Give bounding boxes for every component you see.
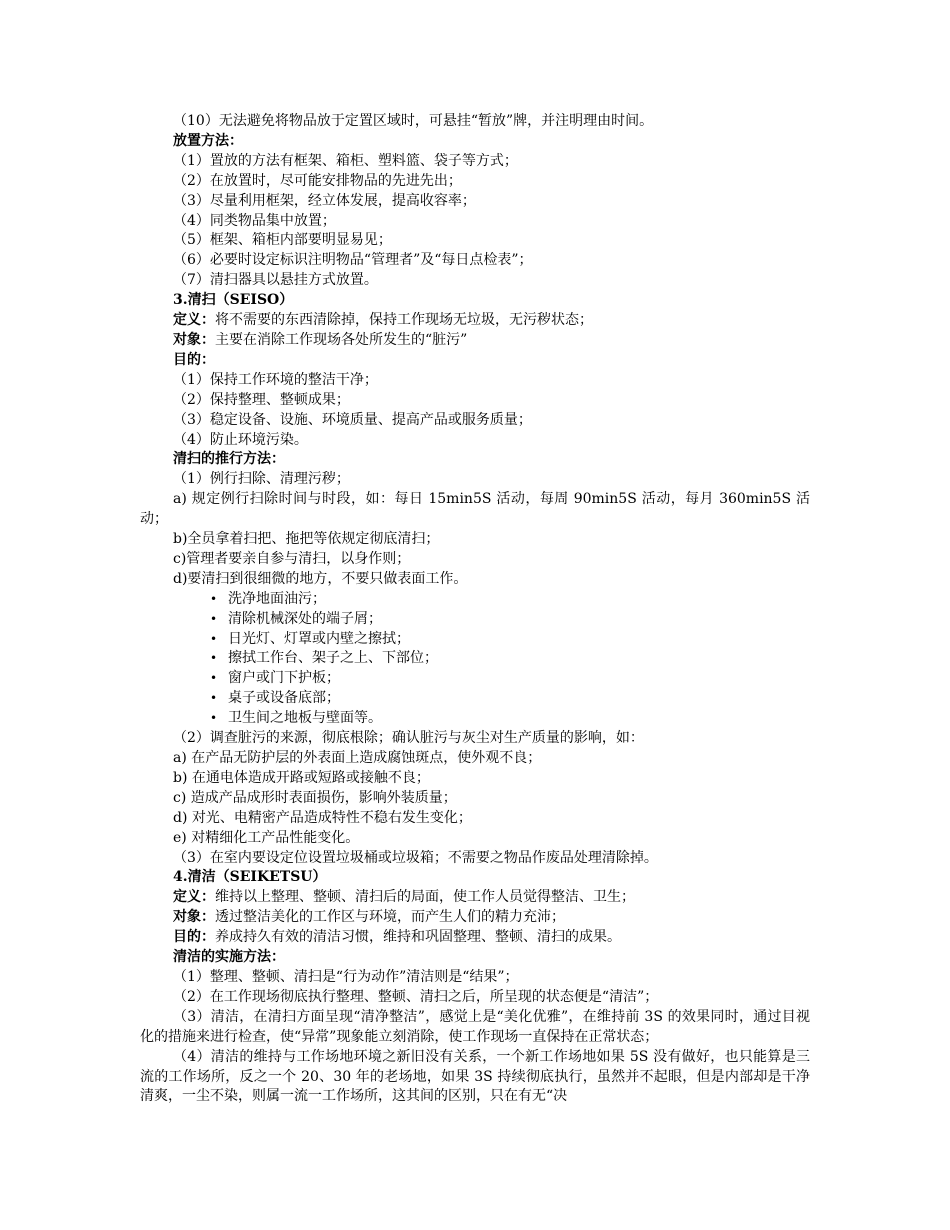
list-item: [210, 630, 810, 650]
s4-method-3: （3）清洁，在清扫方面呈现“清净整洁”，感觉上是“美化优雅”，在维持前 3S 的效果同时，通过目视化的措施来进行检查，使“异常”现象能立刻消除，使工作现场一直保持在正常状态；: [140, 1008, 810, 1045]
definition-text: 维持以上整理、整顿、清扫后的局面，使工作人员觉得整洁、卫生；: [215, 889, 635, 906]
placement-item: （6）必要时设定标识注明物品“管理者”及“每日点检表”；: [173, 252, 533, 269]
heading-placement-method: 放置方法：: [173, 132, 243, 149]
bullet-text: 窗户或门下护板；: [228, 670, 340, 687]
list-item: [210, 610, 810, 630]
s3-goal-item: （2）保持整理、整顿成果；: [173, 391, 350, 408]
s3-method-2-item: b) 在通电体造成开路或短路或接触不良；: [173, 769, 430, 786]
goal-text: 养成持久有效的清洁习惯，维持和巩固整理、整顿、清扫的成果。: [215, 929, 621, 946]
s3-method-1b: b)全员拿着扫把、拖把等依规定彻底清扫；: [173, 531, 440, 548]
document-body: [140, 112, 810, 1107]
placement-item: （4）同类物品集中放置；: [173, 212, 336, 229]
bullet-icon: •: [210, 631, 218, 646]
s4-goal: [140, 928, 810, 948]
bullet-text: 日光灯、灯罩或内壁之擦拭；: [228, 630, 410, 647]
s4-method-4: （4）清洁的维持与工作场地环境之新旧没有关系，一个新工作场地如果 5S 没有做好，也只能算是三流的工作场所，反之一个 20、30 年的老场地，如果 3S 持续彻底执行，虽然并不起眼，但是内部却是干净清爽，一尘不染，则属一流一工作场所，这其间的区别，只在有无“决: [140, 1048, 810, 1105]
definition-text: 将不需要的东西清除掉，保持工作现场无垃圾，无污秽状态；: [215, 312, 593, 329]
s3-method-1c: c)管理者要亲自参与清扫，以身作则；: [173, 550, 411, 567]
bullet-icon: •: [210, 671, 218, 686]
placement-item: （1）置放的方法有框架、箱柜、塑料篮、袋子等方式；: [173, 152, 518, 169]
s3-goal-item: （1）保持工作环境的整洁干净；: [173, 371, 378, 388]
s4-method-heading: 清洁的实施方法：: [173, 949, 285, 966]
s3-goal-item: （4）防止环境污染。: [173, 431, 308, 448]
s3-method-2-item: d) 对光、电精密产品造成特性不稳右发生变化；: [173, 809, 472, 826]
placement-item: （5）框架、箱柜内部要明显易见；: [173, 232, 392, 249]
placement-item: （2）在放置时，尽可能安排物品的先进先出；: [173, 172, 462, 189]
placement-item: （7）清扫器具以悬挂方式放置。: [173, 272, 378, 289]
section-4-title: 4.清洁（SEIKETSU）: [173, 869, 327, 886]
paragraph-item-10: （10）无法避免将物品放于定置区域时，可悬挂“暂放”牌，并注明理由时间。: [173, 113, 654, 129]
object-label: 对象：: [173, 331, 215, 348]
s3-method-2-item: c) 造成产品成形时表面损伤，影响外装质量；: [173, 789, 457, 806]
section-3-title: 3.清扫（SEISO）: [173, 292, 294, 309]
bullet-icon: •: [210, 651, 218, 666]
list-item: [210, 649, 810, 669]
list-item: [210, 669, 810, 689]
object-text: 透过整洁美化的工作区与环境，而产生人们的精力充沛；: [215, 909, 565, 926]
definition-label: 定义：: [173, 312, 215, 329]
s3-method-heading: 清扫的推行方法：: [173, 451, 285, 468]
s4-definition: [140, 888, 810, 908]
list-item: [210, 689, 810, 709]
s3-object: [140, 331, 810, 351]
list-item: [210, 709, 810, 729]
bullet-text: 卫生间之地板与壁面等。: [228, 710, 382, 727]
s3-definition: [140, 311, 810, 331]
object-label: 对象：: [173, 909, 215, 926]
s4-object: [140, 908, 810, 928]
s4-method-1: （1）整理、整顿、清扫是“行为动作”清洁则是“结果”；: [173, 968, 519, 985]
bullet-icon: •: [210, 611, 218, 626]
bullet-icon: •: [210, 711, 218, 726]
bullet-text: 清除机械深处的端子屑；: [228, 610, 382, 627]
bullet-text: 洗净地面油污；: [228, 590, 326, 607]
s3-goal-item: （3）稳定设备、设施、环境质量、提高产品或服务质量；: [173, 411, 532, 428]
s3-method-2: （2）调查脏污的来源，彻底根除；确认脏污与灰尘对生产质量的影响，如：: [173, 730, 644, 747]
s4-method-2: （2）在工作现场彻底执行整理、整顿、清扫之后，所呈现的状态便是“清洁”；: [173, 988, 659, 1005]
s3-bullet-list: [140, 590, 810, 729]
s3-method-2-item: e) 对精细化工产品性能变化。: [173, 829, 360, 846]
s3-method-1a: a) 规定例行扫除时间与时段，如：每日 15min5S 活动，每周 90min5S 活动，每月 360min5S 活动；: [140, 491, 810, 528]
s3-method-3: （3）在室内要设定位设置垃圾桶或垃圾箱；不需要之物品作废品处理清除掉。: [173, 849, 658, 866]
placement-item: （3）尽量利用框架，经立体发展，提高收容率；: [173, 192, 476, 209]
bullet-icon: •: [210, 691, 218, 706]
object-text: 主要在消除工作现场各处所发生的“脏污”: [215, 331, 468, 348]
bullet-icon: •: [210, 591, 218, 606]
bullet-text: 桌子或设备底部；: [228, 690, 340, 707]
s3-method-1d: d)要清扫到很细微的地方，不要只做表面工作。: [173, 570, 468, 587]
goal-label: 目的：: [173, 929, 215, 946]
s3-method-1: （1）例行扫除、清理污秽；: [173, 471, 350, 488]
definition-label: 定义：: [173, 889, 215, 906]
list-item: [210, 590, 810, 610]
s3-goal-label: 目的：: [173, 351, 215, 368]
bullet-text: 擦拭工作台、架子之上、下部位；: [228, 650, 438, 667]
s3-method-2-item: a) 在产品无防护层的外表面上造成腐蚀斑点，使外观不良；: [173, 750, 542, 766]
